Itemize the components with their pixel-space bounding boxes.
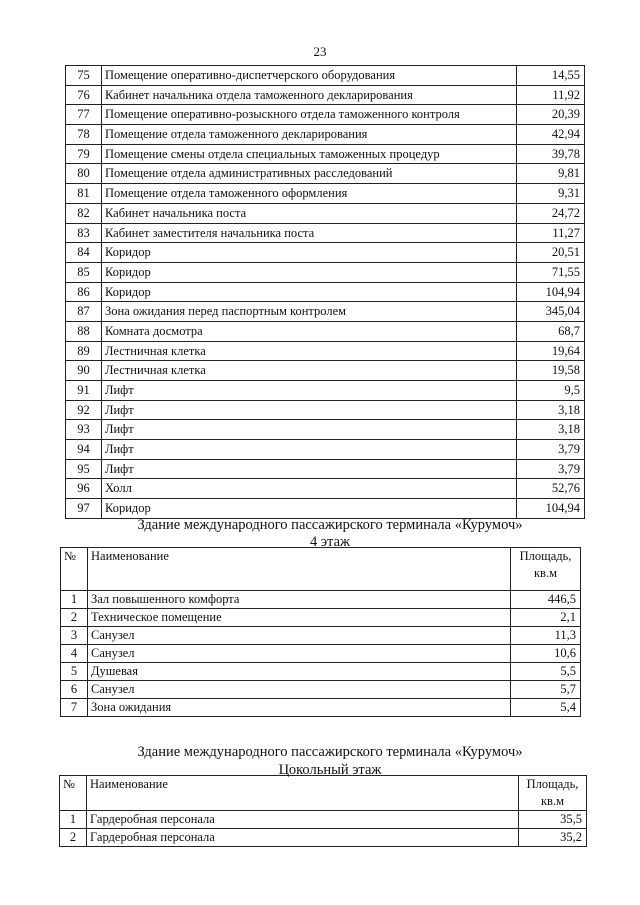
room-area: 104,94 [517,499,585,519]
table-row [61,591,581,609]
row-number: 91 [66,381,102,401]
section3-title: Здание международного пассажирского терминала «Курумоч» [137,744,523,760]
room-area: 9,5 [517,381,585,401]
row-number: 79 [66,144,102,164]
room-area: 71,55 [517,262,585,282]
room-name: Техническое помещение [88,609,511,627]
table-row [61,699,581,717]
room-area: 5,7 [511,681,581,699]
table-row [66,223,585,243]
room-area: 104,94 [517,282,585,302]
table-row [66,400,585,420]
room-area: 345,04 [517,302,585,322]
room-area: 10,6 [511,645,581,663]
room-name: Гардеробная персонала [87,811,519,829]
room-name: Зал повышенного комфорта [88,591,511,609]
header-area-line2: кв.м [533,566,557,580]
row-number: 2 [60,829,87,847]
table-row [61,645,581,663]
basement-rooms-table [59,775,587,847]
row-number: 3 [61,627,88,645]
table-row [66,499,585,519]
room-name: Коридор [102,262,517,282]
row-number: 92 [66,400,102,420]
room-area: 39,78 [517,144,585,164]
room-area: 9,81 [517,164,585,184]
row-number: 76 [66,85,102,105]
room-area: 42,94 [517,125,585,145]
row-number: 86 [66,282,102,302]
room-area: 35,2 [519,829,587,847]
room-area: 5,5 [511,663,581,681]
table-row [66,262,585,282]
table-row [66,321,585,341]
room-name: Кабинет заместителя начальника поста [102,223,517,243]
row-number: 90 [66,361,102,381]
row-number: 82 [66,203,102,223]
table-row [66,85,585,105]
table-row [66,282,585,302]
table-header-row [60,776,587,811]
room-name: Кабинет начальника поста [102,203,517,223]
table-row [66,203,585,223]
table-row [61,609,581,627]
room-name: Помещение отдела таможенного оформления [102,184,517,204]
rooms-table-continued [65,65,585,519]
room-area: 3,18 [517,400,585,420]
table-row [61,627,581,645]
section3-floor: Цокольный этаж [278,762,382,778]
table-row [60,829,587,847]
table-row [66,440,585,460]
header-no: № [60,776,87,811]
room-name: Санузел [88,645,511,663]
row-number: 87 [66,302,102,322]
room-area: 52,76 [517,479,585,499]
header-area-line1: Площадь, [519,549,572,563]
row-number: 95 [66,459,102,479]
row-number: 6 [61,681,88,699]
room-area: 68,7 [517,321,585,341]
header-no: № [61,548,88,591]
row-number: 7 [61,699,88,717]
row-number: 83 [66,223,102,243]
row-number: 2 [61,609,88,627]
table-row [66,105,585,125]
room-name: Лифт [102,381,517,401]
room-area: 11,92 [517,85,585,105]
room-name: Кабинет начальника отдела таможенного декларирования [102,85,517,105]
header-name: Наименование [88,548,511,591]
table-row [66,144,585,164]
room-area: 9,31 [517,184,585,204]
room-area: 3,79 [517,459,585,479]
table-row [66,479,585,499]
table-row [66,184,585,204]
row-number: 75 [66,66,102,86]
room-name: Лифт [102,459,517,479]
table-row [66,66,585,86]
row-number: 1 [61,591,88,609]
row-number: 78 [66,125,102,145]
room-area: 5,4 [511,699,581,717]
page-number: 23 [313,44,327,59]
room-area: 11,3 [511,627,581,645]
row-number: 97 [66,499,102,519]
floor4-rooms-table [60,547,581,717]
table-header-row [61,548,581,591]
header-area [519,776,587,811]
room-name: Помещение оперативно-розыскного отдела таможенного контроля [102,105,517,125]
table-row [66,243,585,263]
row-number: 85 [66,262,102,282]
room-area: 3,79 [517,440,585,460]
row-number: 84 [66,243,102,263]
row-number: 5 [61,663,88,681]
room-name: Лифт [102,440,517,460]
room-area: 446,5 [511,591,581,609]
room-area: 20,39 [517,105,585,125]
row-number: 94 [66,440,102,460]
room-name: Санузел [88,627,511,645]
header-area [511,548,581,591]
room-name: Лифт [102,400,517,420]
room-name: Гардеробная персонала [87,829,519,847]
header-area-line1: Площадь, [526,777,579,791]
table-row [66,302,585,322]
room-name: Помещение оперативно-диспетчерского оборудования [102,66,517,86]
room-name: Коридор [102,243,517,263]
room-area: 14,55 [517,66,585,86]
room-area: 3,18 [517,420,585,440]
row-number: 1 [60,811,87,829]
row-number: 81 [66,184,102,204]
row-number: 93 [66,420,102,440]
section2-title: Здание международного пассажирского терминала «Курумоч» [137,517,523,533]
section2-floor: 4 этаж [309,534,351,550]
table-row [66,341,585,361]
table-row [60,811,587,829]
room-area: 11,27 [517,223,585,243]
room-area: 35,5 [519,811,587,829]
room-area: 20,51 [517,243,585,263]
room-name: Зона ожидания [88,699,511,717]
room-name: Лестничная клетка [102,341,517,361]
room-area: 19,64 [517,341,585,361]
row-number: 77 [66,105,102,125]
row-number: 89 [66,341,102,361]
room-name: Зона ожидания перед паспортным контролем [102,302,517,322]
table-row [66,361,585,381]
room-name: Помещение отдела таможенного декларирования [102,125,517,145]
room-name: Холл [102,479,517,499]
row-number: 80 [66,164,102,184]
header-name: Наименование [87,776,519,811]
table-row [66,164,585,184]
room-name: Помещение отдела административных расследований [102,164,517,184]
room-name: Коридор [102,282,517,302]
room-area: 24,72 [517,203,585,223]
room-name: Санузел [88,681,511,699]
row-number: 4 [61,645,88,663]
row-number: 96 [66,479,102,499]
room-name: Душевая [88,663,511,681]
table-row [61,663,581,681]
table-row [66,381,585,401]
room-name: Лестничная клетка [102,361,517,381]
room-name: Помещение смены отдела специальных таможенных процедур [102,144,517,164]
table-row [66,125,585,145]
room-name: Комната досмотра [102,321,517,341]
room-name: Лифт [102,420,517,440]
row-number: 88 [66,321,102,341]
table-row [66,459,585,479]
room-area: 2,1 [511,609,581,627]
room-area: 19,58 [517,361,585,381]
header-area-line2: кв.м [540,794,564,808]
room-name: Коридор [102,499,517,519]
table-row [61,681,581,699]
table-row [66,420,585,440]
